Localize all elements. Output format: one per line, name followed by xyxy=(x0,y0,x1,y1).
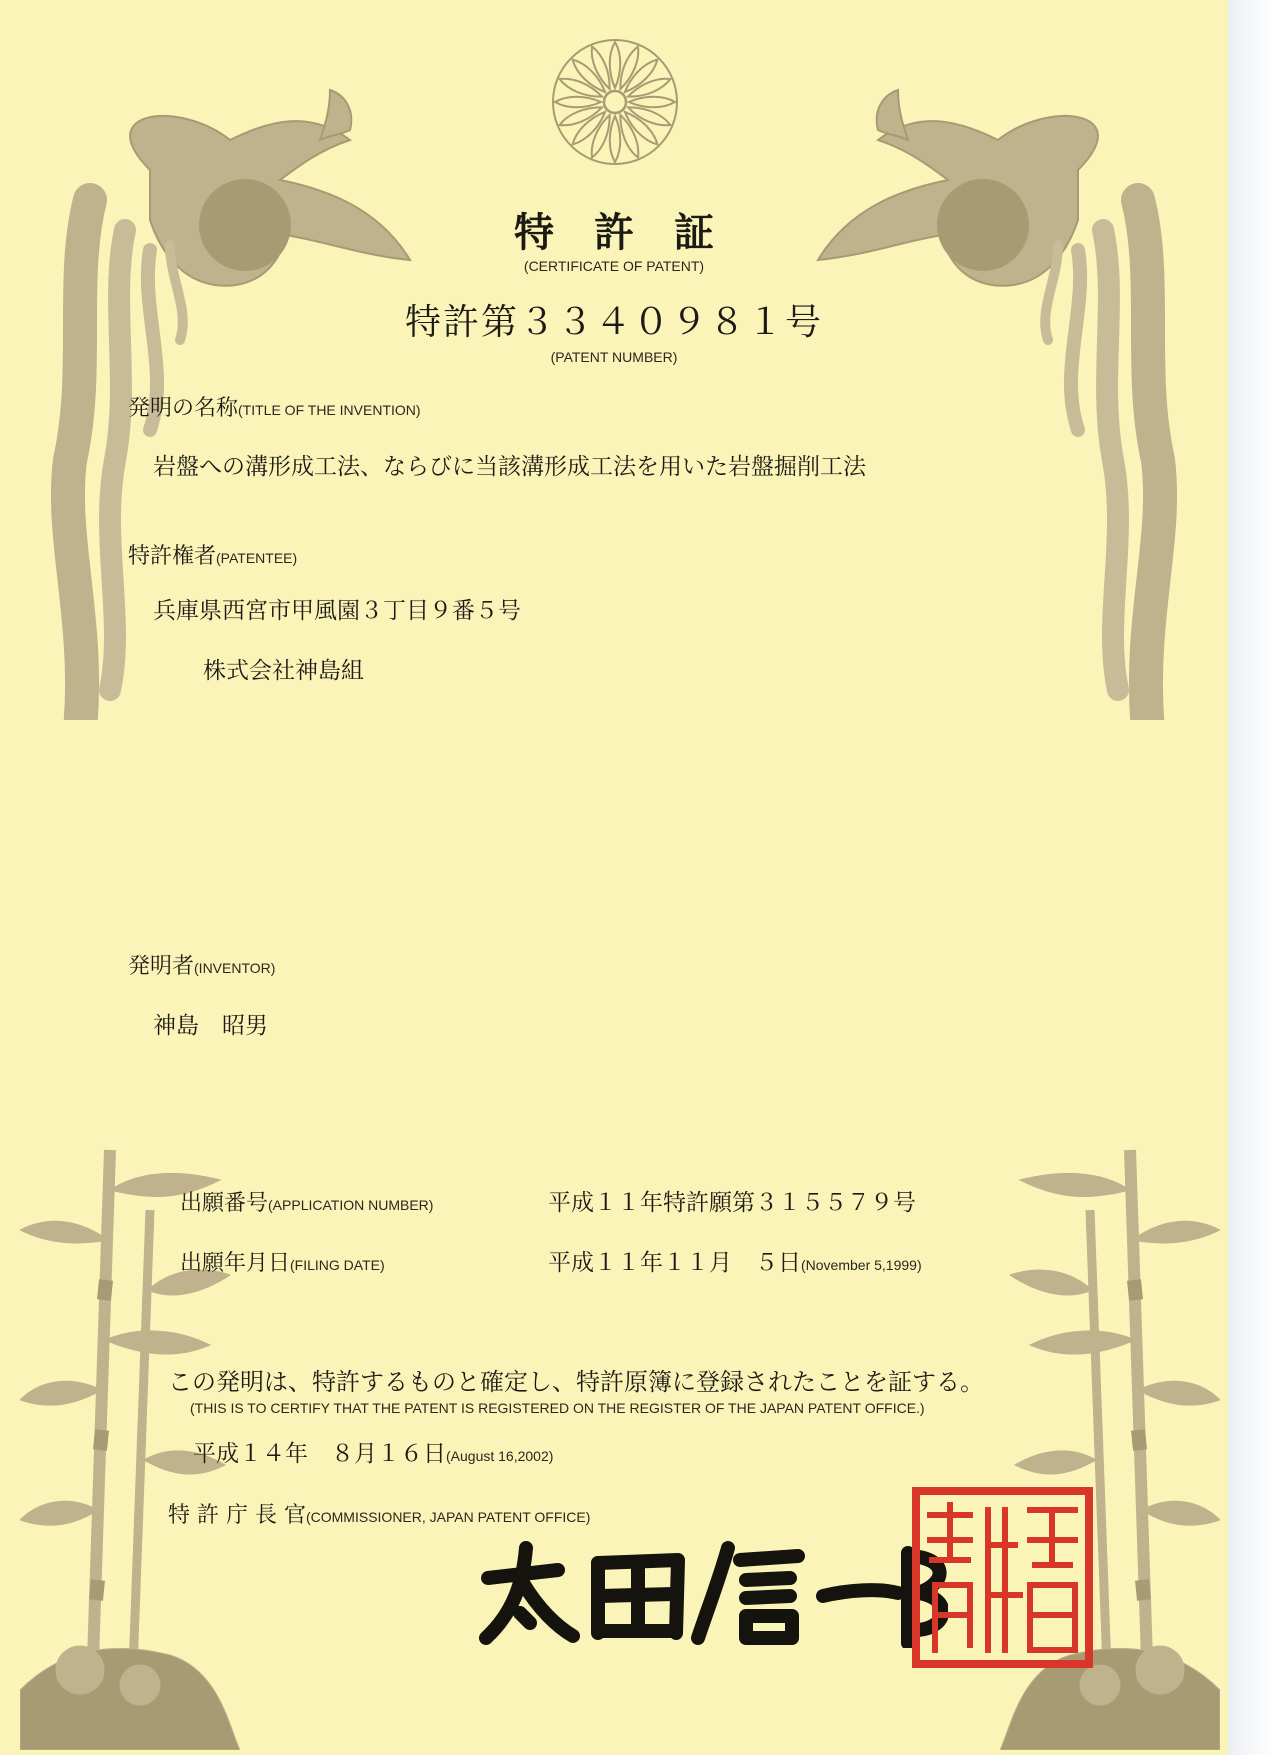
page-edge xyxy=(1228,0,1275,1755)
inventor-label-ja: 発明者 xyxy=(128,954,195,979)
bamboo-icon xyxy=(20,1130,240,1750)
certificate-title-en: (CERTIFICATE OF PATENT) xyxy=(523,258,705,274)
commissioner-label-en: (COMMISSIONER, JAPAN PATENT OFFICE) xyxy=(305,1509,591,1525)
patentee-name: 株式会社神島組 xyxy=(203,658,364,684)
patent-number: 特許第３３４０９８１号 xyxy=(404,302,823,343)
registration-date-en: (August 16,2002) xyxy=(446,1448,554,1464)
invention-title: 岩盤への溝形成工法、ならびに当該溝形成工法を用いた岩盤掘削工法 xyxy=(153,454,866,480)
chrysanthemum-crest-icon xyxy=(549,36,681,168)
application-number-label-ja: 出願番号 xyxy=(180,1191,269,1216)
filing-date-label-ja: 出願年月日 xyxy=(180,1251,291,1276)
patentee-label xyxy=(128,546,297,568)
certification-statement: この発明は、特許するものと確定し、特許原簿に登録されたことを証する。 xyxy=(168,1368,984,1396)
application-number-label xyxy=(180,1193,433,1215)
filing-date-en: (November 5,1999) xyxy=(801,1257,922,1273)
commissioner-label xyxy=(168,1505,590,1527)
filing-date-ja: 平成１１年１１月 ５日 xyxy=(548,1250,801,1276)
registration-date xyxy=(193,1443,553,1466)
commissioner-signature xyxy=(478,1538,948,1648)
invention-title-label xyxy=(128,398,421,420)
inventor-label-en: (INVENTOR) xyxy=(194,960,276,976)
invention-title-label-en: (TITLE OF THE INVENTION) xyxy=(238,402,421,418)
phoenix-icon xyxy=(808,40,1198,720)
patent-number-en: (PATENT NUMBER) xyxy=(550,349,678,365)
certificate-title: 特 許 証 xyxy=(514,209,714,256)
patentee-label-ja: 特許権者 xyxy=(128,544,217,569)
invention-title-label-ja: 発明の名称 xyxy=(128,396,239,421)
filing-date-label xyxy=(180,1253,385,1275)
inventor-label xyxy=(128,956,275,978)
certification-statement-en: (THIS IS TO CERTIFY THAT THE PATENT IS REGISTERED ON THE REGISTER OF THE JAPAN PATENT OFFICE.) xyxy=(190,1400,925,1416)
application-number-label-en: (APPLICATION NUMBER) xyxy=(268,1197,434,1213)
patentee-address: 兵庫県西宮市甲風園３丁目９番５号 xyxy=(153,598,521,624)
filing-date-label-en: (FILING DATE) xyxy=(290,1257,385,1273)
patentee-label-en: (PATENTEE) xyxy=(216,550,298,566)
application-number: 平成１１年特許願第３１５５７９号 xyxy=(548,1190,916,1216)
registration-date-ja: 平成１４年 ８月１６日 xyxy=(193,1441,446,1467)
commissioner-label-ja: 特 許 庁 長 官 xyxy=(168,1503,306,1528)
official-seal xyxy=(910,1485,1095,1670)
filing-date xyxy=(548,1252,922,1275)
inventor-name: 神島 昭男 xyxy=(153,1013,268,1039)
